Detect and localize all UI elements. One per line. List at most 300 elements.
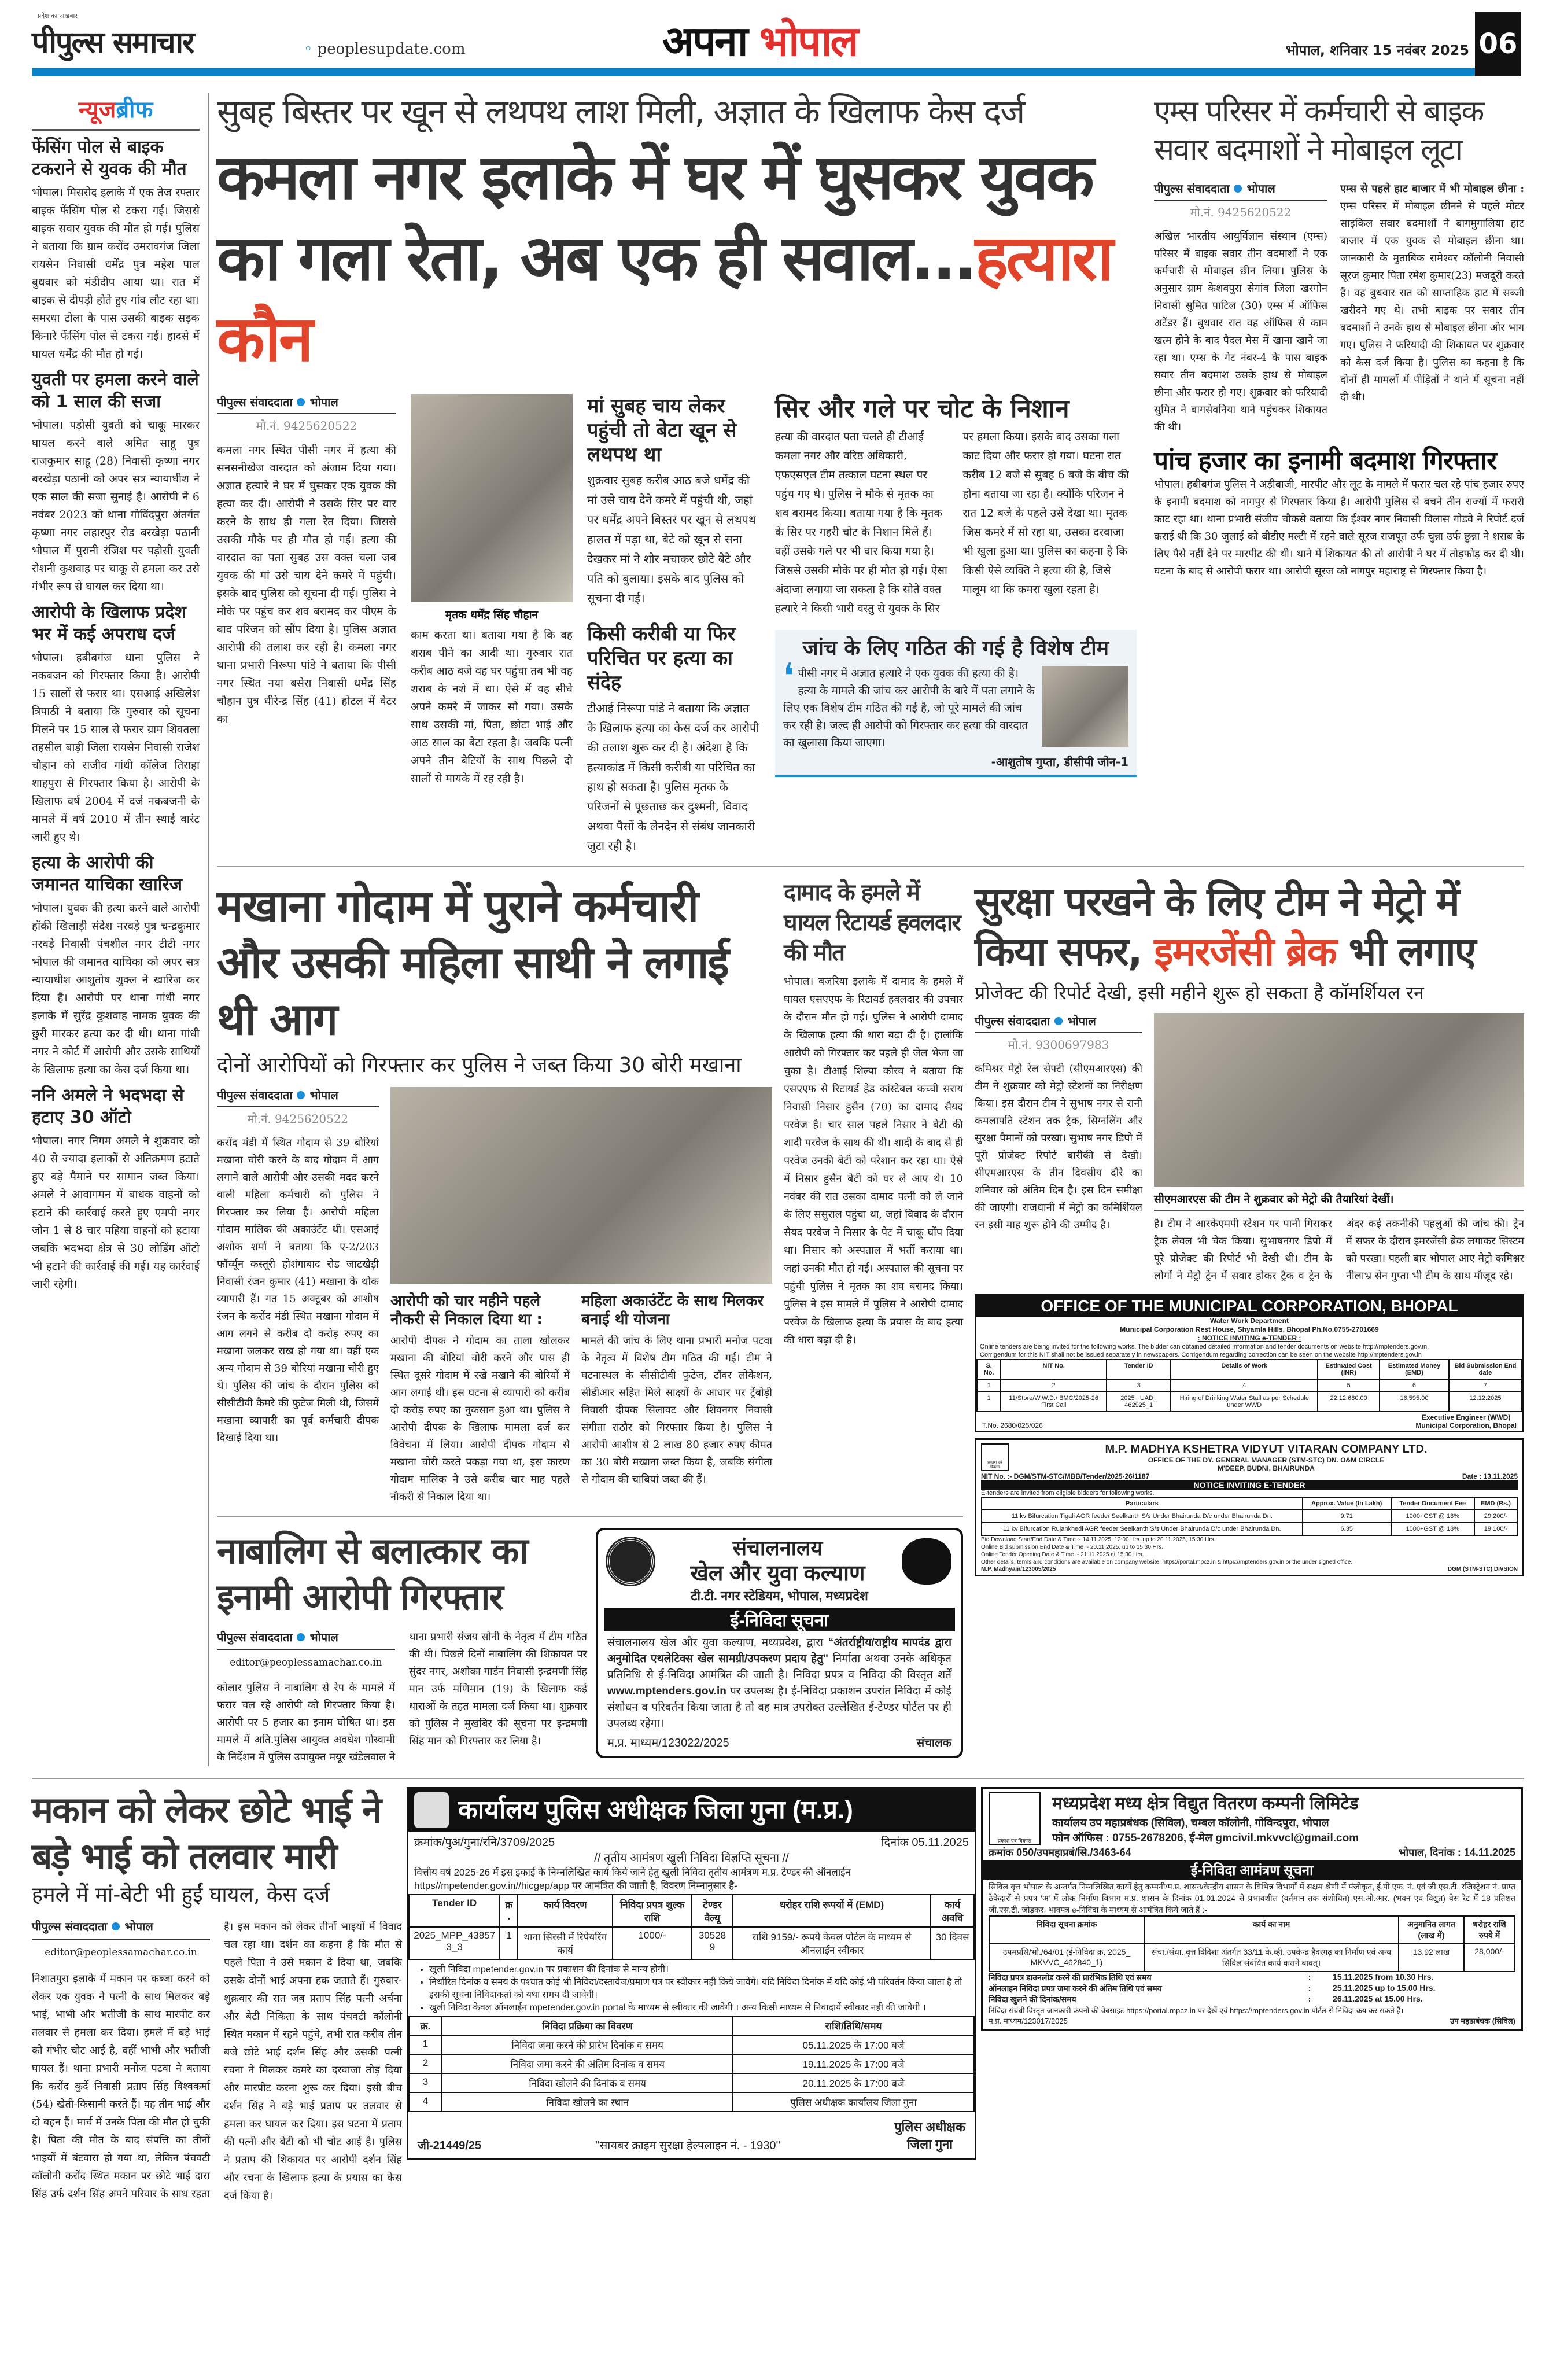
column-header: निविदा प्रक्रिया का विवरण xyxy=(442,2016,733,2035)
metro-text-2: है। टीम ने आरकेएमपी स्टेशन पर पानी गिराकर ट्रैक लेवल भी चेक किया। सुभाषनगर डिपो में पूरे प्रोजेक्ट की रिपोर्ट भी देखी थी। टीम के लोगों ने मेट्रो ट्रेन में सवार होकर ट्रैक व ट्रेन के अंदर कई तकनीकी पहलुओं की जांच की। ट्रेन में सफर के दौरान इमरजेंसी ब्रेक लगाकर सिस्टम को परखा। पहली बार भोपाल आए मेट्रो कमिश्नर नीलाभ्र सेन गुप्ता भी टीम के साथ मौजूद रहे। xyxy=(1154,1217,1524,1282)
table-cell: 19.11.2025 के 17:00 बजे xyxy=(733,2054,974,2073)
dcp-photo xyxy=(1042,666,1128,747)
mpmkvv-tender-table xyxy=(981,1497,1518,1536)
metro-inspection-photo xyxy=(1154,1013,1524,1187)
quote-attribution: -आशुतोष गुप्ता, डीसीपी जोन-1 xyxy=(991,754,1128,769)
table-header-row xyxy=(409,2016,974,2035)
table-cell: थाना सिरसी में रिपेयरिंग कार्य xyxy=(518,1927,613,1959)
ad-ref: T.No. 2680/025/026 xyxy=(982,1421,1043,1430)
table-cell: 3 xyxy=(1107,1379,1171,1392)
mobile-number: मो.नं. 9425620522 xyxy=(256,418,357,433)
ad-text-2: निर्माता अथवा उनके अधिकृत प्रतिनिधि से ई-निविदा आमंत्रित की जाती है। निविदा प्रपत्र व निविदा की विस्तृत शर्तें xyxy=(607,1652,952,1681)
ad-signatory: Executive Engineer (WWD) xyxy=(1421,1413,1511,1421)
cyber-helpline: ''सायबर क्राइम सुरक्षा हेल्पलाइन नं. - 1930'' xyxy=(595,2139,781,2152)
table-cell: 28,000/- xyxy=(1464,1944,1515,1972)
makhana-text-3: मामले की जांच के लिए थाना प्रभारी मनोज पटवा के नेतृत्व में विशेष टीम गठित की गई। टीम ने घटनास्थल के सीसीटीवी फुटेज, टॉवर लोकेशन, सीडीआर सहित मिले साक्ष्यों के आधार पर ट्रेंबोड़ी निवासी दीपक सिलावट और शिवनगर निवासी संगीता राठौर को गिरफ्तार किया है। पुलिस ने आरोपी आशीष से 2 लाख 80 हजार रुपए कीमत का 30 बोरी मखाना जब्त किया है, जबकि संगीता से गोदाम की चाबियां जब्त की हैं। xyxy=(581,1334,772,1486)
ad-signatory: संचालक xyxy=(916,1736,951,1749)
column-header: Tender ID xyxy=(1107,1360,1171,1379)
byline xyxy=(217,1087,379,1107)
subhead-text: टीआई निरूपा पांडे ने बताया कि अज्ञात के खिलाफ हत्या का केस दर्ज कर आरोपी की तलाश शुरू कर दी है। अंदेशा है कि हत्याकांड में किसी करीबी या परिचित का हाथ हो सकता है। पुलिस मृतक के परिजनों से पूछताछ कर दुश्मनी, विवाद अथवा पैसों के लेनदेन से संबंध जानकारी जुटा रही है। xyxy=(587,701,759,853)
makan-text-wrap xyxy=(32,1918,402,2205)
ad-line: Bid Download Start/End Date & Time :- 14.11.2025, 12:00 Hrs. up to 20.11.2025, 15:30 Hrs. xyxy=(981,1536,1216,1543)
aiims-sublead: एम्स से पहले हाट बाजार में भी मोबाइल छीना : xyxy=(1340,183,1524,195)
aiims-headline: एम्स परिसर में कर्मचारी से बाइक सवार बदमाशों ने मोबाइल लूटा xyxy=(1154,94,1484,167)
makan-text: निशातपुरा इलाके में मकान पर कब्जा करने को लेकर एक युवक ने पत्नी के साथ मिलकर बड़े भाई, भाभी और भतीजी के साथ मारपीट कर तलवार से हमला कर दिया। हमले में बड़े भाई को गंभीर चोट आई है, वहीं भाभी और भतीजी घायल हैं। थाना प्रभारी मनोज पटवा ने बताया कि करोंद कुर्दे निवासी प्रताप सिंह विश्वकर्मा (54) खेती-किसानी करते हैं। वह तीन भाई और दो बहन हैं। मार्च में उनके पिता की मौत हो चुकी है। पिता की मौत के बाद संपत्ति का तीनों भाइयों में बंटवारा हो गया था, लेकिन पंचवटी कॉलोनी करोंद स्थित मकान पर छोटे भाई दारा सिंह उर्फ दर्शन सिंह अपने परिवार के साथ रहता है। इस मकान को लेकर तीनों भाइयों में विवाद चल रहा था। दर्शन का कहना है कि मौत से पहले पिता ने उसे मकान दे दिया था, जबकि उसके दोनों भाई अपना हक जताते हैं। गुरुवार-शुक्रवार की रात जब प्रताप सिंह पत्नी अर्चना और बेटी निकिता के साथ पंचवटी कॉलोनी स्थित मकान में रहने पहुंचे, तभी रात करीब तीन बजे छोटे भाई दर्शन सिंह और उसकी पत्नी रचना ने मिलकर कमरे का दरवाजा तोड़ दिया और मारपीट करना शुरू कर दिया। इसी बीच दर्शन सिंह ने बड़े भाई प्रताप पर तलवार से हमला कर घायल कर दिया। इस घटना में प्रताप की पत्नी और बेटी को भी चोट आई है। पुलिस ने प्रताप की शिकायत पर आरोपी दर्शन सिंह और रचना के खिलाफ हत्या के प्रयास का केस दर्ज किया है। xyxy=(32,1920,402,2202)
ad-bullets xyxy=(408,1960,975,2016)
table-cell: 29,200/- xyxy=(1474,1510,1517,1523)
column-header: धरोहर राशि रुपये में xyxy=(1464,1916,1515,1944)
ad-ref: म.प्र. माध्यम/123022/2025 xyxy=(607,1736,729,1749)
ad-signatory-2: जिला गुना xyxy=(907,2136,953,2151)
subhead-text: हत्या की वारदात पता चलते ही टीआई कमला नगर और वरिष्ठ अधिकारी, एफएसएल टीम तत्काल घटना स्थल पर पहुंच गए थे। पुलिस ने मौके से मृतक का शव बरामद किया। बताया गया है कि मृतक के सिर पर गहरी चोट के निशान मिले हैं। वहीं उसके गले पर भी वार किया गया है। जिससे उसकी मौके पर ही मौत हो गई। ऐसा अंदाजा लगाया जा सकता है कि सोते वक्त हत्यारे ने किसी भारी वस्तु से युवक के सिर पर हमला किया। इसके बाद उसका गला काट दिया और फरार हो गया। घटना रात करीब 12 बजे से सुबह 6 बजे के बीच की होना बताया जा रहा है। क्योंकि परिजन ने रात 12 बजे के पहले उसे देखा था। मृतक जिस कमरे में सो रहा था, उसका दरवाजा भी खुला हुआ था। पुलिस का कहना है कि किसी ऐसे व्यक्ति ने हत्या की है, जिसे मालूम था कि कमरा खुला रहता है। xyxy=(775,430,1129,615)
mobile-number: मो.नं. 9425620522 xyxy=(247,1111,349,1126)
table-cell: संचा./संधा. वृत्त विदिशा अंतर्गत 33/11 के.व्ही. उपकेन्द्र हैदरगढ़ का निर्माण एवं अन्य सिविल संबंधित कार्य कराने बावत्। xyxy=(1144,1944,1399,1972)
column-header: कार्य विवरण xyxy=(518,1895,613,1927)
dot-icon xyxy=(1054,1017,1063,1025)
email-address: editor@peoplessamachar.co.in xyxy=(230,1656,382,1668)
ad-text: Online tenders are being invited for the following works. The bidder can obtained detailed information and tender documents on website http://mptenders.gov.in. xyxy=(980,1343,1429,1350)
ad-notice: : NOTICE INVITING e-TENDER : xyxy=(1197,1333,1301,1342)
mkvv-hindi-tender-ad xyxy=(981,1787,1523,2031)
lead-col-1 xyxy=(217,394,396,728)
ad-title: OFFICE OF THE MUNICIPAL CORPORATION, BHOPAL xyxy=(1041,1296,1458,1315)
ad-text-2: Corrigendum for this NIT shall not be issued separately in newspapers. Corrigendum regarding correction can be seen on the website http://mptenders.gov.in xyxy=(980,1351,1422,1358)
table-row xyxy=(982,1510,1517,1523)
column-header: टेण्डर वैल्यू xyxy=(692,1895,733,1927)
ad-signatory: DGM (STM-STC) DIVSION xyxy=(1447,1565,1518,1572)
makan-headline: मकान को लेकर छोटे भाई ने बड़े भाई को तलवार मारी xyxy=(32,1788,381,1877)
page-number: 06 xyxy=(1475,12,1521,76)
brief-text: भोपाल। हबीबगंज थाना पुलिस ने नकबजन को गिरफ्तार किया है। आरोपी 15 सालों से फरार था। एसआई अखिलेश त्रिपाठी ने बताया कि गुरुवार को सूचना मिलने पर 15 साल से फरार ग्राम शिवतला तहसील बाड़ी जिला रायसेन निवासी राजेश चौहान को राजीव गांधी कॉलेज तिराहा शाहपुरा से गिरफ्तार किया है। आरोपी के खिलाफ वर्ष 2004 में दर्ज नकबजनी के मामले में वर्ष 2010 में तीन स्थाई वारंट जारी हुए थे। xyxy=(32,651,200,843)
makhana-headline: मखाना गोदाम में पुराने कर्मचारी और उसकी महिला साथी ने लगाई थी आग xyxy=(217,879,728,1045)
dot-icon xyxy=(297,1633,305,1641)
mobile-number: मो.नं. 9300697983 xyxy=(1008,1037,1109,1052)
ad-intro: वित्तीय वर्ष 2025-26 में इस इकाई के निम्नलिखित कार्य किये जाने हेतु खुली निविदा तृतीय आमंत्रण म.प्र. टेण्डर की ऑनलाईन https//mpetender.gov.in//hicgep/app पर आमंत्रित की जाती है, विवरण निम्नानुसार है- xyxy=(414,1866,851,1891)
metro-text: कमिश्नर मेट्रो रेल सेफ्टी (सीएमआरएस) की टीम ने शुक्रवार को मेट्रो स्टेशनों का निरीक्षण किया। इस दौरान टीम ने सुभाष नगर से रानी कमलापति स्टेशन तक ट्रैक, सिग्नलिंग और सुरक्षा पैमानों को परखा। सुभाष नगर डिपो में पूरी प्रोजेक्ट रिपोर्ट बारीकी से देखी। सीएमआरएस के तीन दिवसीय दौरे का शनिवार को अंतिम दिन है। इस दिन समीक्षा की जाएगी। राजधानी में मेट्रो का कमिर्शियल रन इसी माह शुरू होने की उम्मीद है। xyxy=(975,1062,1142,1231)
column-header: Estimated Money (EMD) xyxy=(1380,1360,1449,1379)
byline-reporter: पीपुल्स संवाददाता xyxy=(217,1088,293,1102)
metro-headline-highlight: इमरजेंसी ब्रेक xyxy=(1154,929,1336,975)
brief-title: आरोपी के खिलाफ प्रदेश भर में कई अपराध दर्ज xyxy=(32,602,186,644)
subhead: किसी करीबी या फिर परिचित पर हत्या का संदेह xyxy=(587,622,736,694)
lead-body-text: कमला नगर स्थित पीसी नगर में हत्या की सनसनीखेज वारदात को अंजाम दिया गया। अज्ञात हत्यारे ने घर में घुसकर एक युवक की हत्या कर दी। आरोपी ने उसके सिर पर वार करने के साथ ही गला रेत दिया। जिससे उसकी मौके पर ही मौत हो गई। हत्या की वारदात का पता सुबह उस वक्त चला जब युवक की मां उसे चाय देने कमरे में पहुंची। इसके बाद पुलिस को सूचना दी गई। पुलिस ने मौके पर पहुंच कर शव बरामद कर पीएम के बाद परिजन को सौंप दिया है। पुलिस अज्ञात आरोपी की तलाश कर रही है। कमला नगर थाना प्रभारी निरूपा पांडे ने बताया कि पीसी नगर स्थित नया बसेरा निवासी धर्मेंद्र सिंह चौहान पुत्र धीरेन्द्र सिंह (41) होटल में वेटर का xyxy=(217,443,396,725)
mpmkvv-tender-ad xyxy=(975,1438,1524,1576)
bmc-tender-ad xyxy=(975,1294,1524,1432)
ad-ref-2: म.प्र. माध्यम/123017/2025 xyxy=(989,2016,1068,2025)
metro-headline-text-2: भी लगाए xyxy=(1348,929,1476,975)
brief-title: फेंसिंग पोल से बाइक टकराने से युवक की मौत xyxy=(32,137,187,179)
brief-text: भोपाल। पड़ोसी युवती को चाकू मारकर घायल करने वाले अमित साहू पुत्र राजकुमार साहू (28) निवासी कृष्णा नगर बरखेड़ा पठानी को अपर सत्र न्यायाधीश ने एक साल की सजा सुनाई है। आरोपी ने 6 नवंबर 2023 को थाना गोविंदपुरा अंतर्गत कृष्णा नगर लहारपुर रोड बरखेड़ा पठानी भोपाल में पुरानी रंजिश पर पड़ोसी युवती रोशनी कुशवाह पर चाकू से हमला कर उसे गंभीर रूप से घायल कर दिया था। xyxy=(32,419,200,593)
newspaper-logo: पीपुल्स समाचार xyxy=(32,25,194,60)
lead-col-4 xyxy=(775,394,1137,777)
content-area xyxy=(217,93,1524,1766)
column-header: राशि/तिथि/समय xyxy=(733,2016,974,2035)
table-cell: 16,595.00 xyxy=(1380,1392,1449,1412)
lead-col-3 xyxy=(587,394,761,856)
lead-col-2 xyxy=(411,394,573,788)
column-header: अनुमानित लागत (लाख में) xyxy=(1399,1916,1464,1944)
nabalig-story xyxy=(217,1528,587,1766)
table-cell: 1 xyxy=(977,1392,1001,1412)
makhana-text-2: आरोपी दीपक ने गोदाम का ताला खोलकर मखाना की बोरियां चोरी करने और पास ही स्थित दूसरे गोदाम में रखे मखाने की बोरियों में आग लगाई थी। इस घटना से व्यापारी को करीब दो करोड़ रुपए का नुकसान हुआ था। पुलिस ने आरोपी दीपक के खिलाफ मामला दर्ज कर विवेचना में लिया। आरोपी दीपक गोदाम से मखाना चोरी करते पकड़ा गया था, इस कारण गोदाम मालिक ने उसे करीब चार माह पहले नौकरी से निकाल दिया था। xyxy=(390,1334,570,1503)
table-header-row xyxy=(409,1895,974,1927)
table-header-row xyxy=(982,1497,1517,1510)
table-header-row xyxy=(977,1360,1522,1379)
byline-city: भोपाल xyxy=(124,1919,153,1933)
section-title xyxy=(662,12,857,68)
makhana-col-1 xyxy=(217,1087,379,1447)
date-label: निविदा खुलने की दिनांक/समय xyxy=(989,1994,1076,2004)
byline-city: भोपाल xyxy=(309,1630,338,1644)
sports-dept-logo-icon xyxy=(902,1538,951,1585)
brief-label-a: न्यूज xyxy=(78,97,116,123)
ad-address: Municipal Corporation Rest House, Shyamla Hills, Bhopal Ph.No.0755-2701669 xyxy=(1120,1325,1379,1333)
arrest-photo xyxy=(390,1087,772,1284)
byline-city: भोपाल xyxy=(309,395,338,409)
column-header: Estimated Cost (INR) xyxy=(1318,1360,1380,1379)
dot-icon xyxy=(297,1091,305,1099)
dot-icon xyxy=(297,398,305,406)
brief-title: हत्या के आरोपी की जमानत याचिका खारिज xyxy=(32,853,183,895)
ad-lines xyxy=(981,1536,1518,1566)
table-header-row xyxy=(989,1916,1515,1944)
ad-header xyxy=(408,1789,975,1832)
bmc-tender-table xyxy=(976,1359,1522,1412)
bullet-item: • निर्धारित दिनांक व समय के पश्चात कोई भी निविदा/दस्तावेज/प्रमाण पत्र पर स्वीकार नही किये जावेंगे। यदि निविदा दिनांक में यदि कोई भी परिवर्तन किया जाता है तो इसकी सूचना निविदाकर्ता को यथा समय दी जावेगी। xyxy=(429,1975,969,2000)
table-cell: 05.11.2025 के 17:00 बजे xyxy=(733,2035,974,2054)
table-cell: 6.35 xyxy=(1303,1523,1391,1535)
brief-item xyxy=(32,852,200,1079)
nabalig-headline: नाबालिग से बलात्कार का इनामी आरोपी गिरफ्तार xyxy=(217,1529,528,1618)
column-header: कार्य का नाम xyxy=(1144,1916,1399,1944)
table-cell: निविदा जमा करने की अंतिम दिनांक व समय xyxy=(442,2054,733,2073)
makan-story xyxy=(32,1787,402,2205)
makhana-subhead-1: आरोपी को चार महीने पहले नौकरी से निकाल दिया था : xyxy=(390,1292,543,1328)
header-rule xyxy=(32,68,1475,76)
byline-reporter: पीपुल्स संवाददाता xyxy=(217,395,293,409)
column-header: क्र. xyxy=(500,1895,518,1927)
makhana-subhead-2: महिला अकाउंटेंट के साथ मिलकर बनाई थी योजना xyxy=(581,1292,764,1328)
makhana-text: करोंद मंडी में स्थित गोदाम से 39 बोरियां मखाना चोरी करने के बाद गोदाम में आग लगाने वाले आरोपी और उसकी मदद करने वाली महिला कर्मचारी को पुलिस ने गिरफ्तार कर लिया है। आरोपी महिला गोदाम मालिक की अकाउंटेंट थी। एसआई अशोक शर्मा ने बताया कि ए-2/203 फॉर्च्यून कस्तूरी होशंगाबाद रोड जाटखेड़ी निवासी रंजन कुमार (41) मखाना के थोक व्यापारी हैं। गत 15 अक्टूबर को आशीष रंजन के करोंद मंडी स्थित मखाना गोदाम में आग लगने से करीब दो करोड़ रुपए का मखाना जलकर राख हो गया था। वहीं एक अन्य गोदाम से 39 बोरियां मखाना चोरी हुए थे। पुलिस की जांच के दौरान पुलिस को सीसीटीवी कैमरे की फुटेज मिली थी, जिसमें मखाना व्यापारी का पूर्व कर्मचारी दीपक दिखाई दिया था। xyxy=(217,1136,379,1444)
dot-icon xyxy=(1234,185,1242,193)
table-cell: 30 दिवस xyxy=(931,1927,974,1959)
table-cell: 11 kv Bifurcation Tigali AGR feeder Seelkanth S/s Under Bhairunda D/c under Bhairunda Dn. xyxy=(982,1510,1303,1523)
brief-title: युवती पर हमला करने वाले को 1 साल की सजा xyxy=(32,370,199,412)
byline-city: भोपाल xyxy=(309,1088,338,1102)
column-header: S. No. xyxy=(977,1360,1001,1379)
damad-text: भोपाल। बजरिया इलाके में दामाद के हमले में घायल एसएएफ के रिटायर्ड हवलदार की उपचार के दौरान मौत हो गई। पुलिस ने आरोपी दामाद के खिलाफ हत्या की धारा बढ़ा दी है। हालांकि आरोपी को गिरफ्तार कर पहले ही जेल भेजा जा चुका है। टीआई शिल्पा कौरव ने बताया कि एसएएफ से रिटायर्ड हेड कांस्टेबल कच्ची सराय निवासी निसार हुसैन (70) का दामाद सैयद परवेज है। चार साल पहले निसार ने बेटी की शादी परवेज के साथ की थी। शादी के बाद से ही परवेज उनकी बेटी को परेशान कर रहा था। ऐसे में निसार हुसैन बेटी को घर ले आए थे। 10 नवंबर की रात उसका दामाद पत्नी को ले जाने के लिए ससुराल पहुंचा था, जहां विवाद के दौरान सैयद परवेज ने निसार के पेट में चाकू घोंप दिया था। निसार को अस्पताल में भर्ती कराया था। जहां उनकी मौत हो गई। अस्पताल की सूचना पर पहुंची पुलिस ने मृतक का शव बरामद किया। पुलिस ने इस मामले में पुलिस ने आरोपी दामाद परवेज के खिलाफ हत्या के प्रयास के बाद हत्या की धारा बढ़ा दी है। xyxy=(784,975,963,1346)
byline-reporter: पीपुल्स संवाददाता xyxy=(217,1630,293,1644)
aiims-text-2: एम्स परिसर में मोबाइल छीनने से पहले मोटर साइकिल सवार बदमाशों ने बागमुगालिया हाट बाजार में एक युवक से मोबाइल छीना था। जानकारी के मुताबिक रामेश्वर कॉलोनी निवासी सूरज कुमार पिता रमेश कुमार(23) मजदूरी करते हैं। वह बुधवार रात को साप्ताहिक हाट में सब्जी खरीदने गए थे। तभी बाइक पर सवार तीन बदमाशों ने उनके हाथ से मोबाइल छीना ओर भाग गए। पुलिस ने फरियादी की शिकायत पर शुक्रवार को केस दर्ज किया है। पुलिस का कहना है कि दोनों ही मामलों में पीड़ितों ने थाने में सूचना नहीं दी थी। xyxy=(1340,200,1524,403)
victim-photo xyxy=(411,394,573,602)
website-link[interactable] xyxy=(304,40,465,58)
ad-phone: फोन ऑफिस : 0755-2678206, ई-मेल gmcivil.mkvvcl@gmail.com xyxy=(1052,1832,1359,1844)
byline-reporter: पीपुल्स संवाददाता xyxy=(975,1014,1050,1028)
table-row xyxy=(409,2092,974,2112)
news-brief-label xyxy=(32,93,200,131)
table-row xyxy=(977,1392,1522,1412)
table-cell: 2025_MPP_438573_3 xyxy=(409,1927,500,1959)
nabalig-text: कोलार पुलिस ने नाबालिग से रेप के मामले में फरार चल रहे आरोपी को गिरफ्तार किया है। आरोपी पर 5 हजार का इनाम घोषित था। इस मामले में अति.पुलिस आयुक्त अवधेश गोस्वामी के निर्देशन में पुलिस उपायुक्त मयूर खंडेलवाल ने थाना प्रभारी संजय सोनी के नेतृत्व में टीम गठित की थी। पिछले दिनों नाबालिग की शिकायत पर सुंदर नगर, अशोका गार्डन निवासी इन्द्रमणी सिंह मान उर्फ मणिमान (19) के खिलाफ कई धाराओं के तहत मामला दर्ज किया था। शुक्रवार को पुलिस ने मुखबिर की सूचना पर इन्द्रमणी सिंह मान को गिरफ्तार कर लिया है। xyxy=(217,1630,587,1763)
metro-story xyxy=(975,878,1524,1285)
damad-headline: दामाद के हमले में घायल रिटायर्ड हवलदार की मौत xyxy=(784,879,960,966)
ad-title-2: खेल और युवा कल्याण xyxy=(690,1561,865,1586)
table-cell: 22,12,680.00 xyxy=(1318,1392,1380,1412)
subhead: मां सुबह चाय लेकर पहुंची तो बेटा खून से लथपथ था xyxy=(587,394,737,466)
ad-office: OFFICE OF THE DY. GENERAL MANAGER (STM-STC) DN. O&M CIRCLE xyxy=(1148,1456,1385,1464)
table-cell: 1000+GST @ 18% xyxy=(1391,1523,1474,1535)
brief-text: भोपाल। मिसरोद इलाके में एक तेज रफ्तार बाइक फेंसिंग पोल से टकरा गई। जिससे बाइक सवार युवक की मौत हो गई। पुलिस ने बताया कि ग्राम करोंद उमरावगंज जिला रायसेन निवासी धर्मेंद्र पुत्र महेश पाल बुधवार को मंडीदीप आया था। रात में बाइक से दीपड़ी होते हुए गांव लौट रहा था। समरधा टोला के पास उसकी बाइक सड़क किनारे फेंसिंग पोल से टकरा गई। हादसे में घायल धर्मेंद्र की मौत हो गई। xyxy=(32,186,200,360)
table-cell: 4 xyxy=(1171,1379,1318,1392)
ad-banner: NOTICE INVITING E-TENDER xyxy=(981,1480,1518,1490)
ad-ref: क्रमांक 050/उपमहाप्रबं/सि./3463-64 xyxy=(989,1846,1131,1858)
ad-date: भोपाल, दिनांक : 14.11.2025 xyxy=(1398,1846,1515,1858)
makhana-subhead: दोनों आरोपियों को गिरफ्तार कर पुलिस ने जब्त किया 30 बोरी मखाना xyxy=(217,1053,742,1077)
ad-place: M'DEEP, BUDNI, BHAIRUNDA xyxy=(1218,1464,1315,1472)
table-row xyxy=(409,2035,974,2054)
brief-item xyxy=(32,1085,200,1294)
byline-reporter: पीपुल्स संवाददाता xyxy=(32,1919,108,1933)
company-logo-icon xyxy=(981,1443,1009,1471)
table-cell: निविदा जमा करने की प्रारंभ दिनांक व समय xyxy=(442,2035,733,2054)
table-cell: 20.11.2025 के 17:00 बजे xyxy=(733,2073,974,2092)
ad-banner: ई-निविदा आमंत्रण सूचना xyxy=(983,1860,1521,1880)
date-value: 26.11.2025 at 15.00 Hrs. xyxy=(1333,1994,1423,2003)
table-cell: 6 xyxy=(1380,1379,1449,1392)
column-header: Approx. Value (In Lakh) xyxy=(1303,1497,1391,1510)
brief-text: भोपाल। युवक की हत्या करने वाले आरोपी हॉकी खिलाड़ी संदेश नरवड़े पुत्र चन्द्रकुमार नरवड़े निवासी पंचशील नगर टीटी नगर भोपाल की जमानत याचिका को अपर सत्र न्यायाधीश आशुतोष शुक्ल ने खारिज कर दिया है। आरोपी पर थाना गांधी नगर इलाके में सुरेंद्र कुशवाह नामक युवक की छुरी मारकर हत्या कर दी थी। थाना गांधी नगर ने कोर्ट में आरोपी और उसके साथियों के खिलाफ हत्या का केस दर्ज किया था। xyxy=(32,902,200,1076)
table-cell: 19,100/- xyxy=(1474,1523,1517,1535)
section-rule xyxy=(217,1516,963,1517)
lead-story xyxy=(217,93,1137,856)
byline-reporter: पीपुल्स संवाददाता xyxy=(1154,182,1230,196)
table-cell: 2 xyxy=(409,2054,442,2073)
table-cell: 11/Store/W.W.D./ BMC/2025-26 First Call xyxy=(1001,1392,1107,1412)
byline-city: भोपाल xyxy=(1067,1014,1096,1028)
subhead: सिर और गले पर चोट के निशान xyxy=(775,393,1069,423)
ad-line: Online Tender Opening Date & Time :- 21.11.2025 at 15:30 Hrs. xyxy=(981,1551,1144,1558)
table-row xyxy=(977,1379,1522,1392)
column-header: क्र. xyxy=(409,2016,442,2035)
ad-line: Online Bid submission End Date & Time :- 20.11.2025, up to 15:30 Hrs. xyxy=(981,1543,1163,1550)
date-value: 25.11.2025 up to 15.00 Hrs. xyxy=(1333,1983,1436,1992)
top-row xyxy=(217,93,1524,856)
table-cell: 2025_ UAD_ 462925_1 xyxy=(1107,1392,1171,1412)
table-cell: 2 xyxy=(1001,1379,1107,1392)
quote-mark-icon: ❛ xyxy=(783,655,795,697)
column-header: निविदा प्रपत्र शुल्क राशि xyxy=(613,1895,692,1927)
column-divider xyxy=(208,93,209,1766)
byline xyxy=(32,1918,210,1940)
column-header: Bid Submission End date xyxy=(1449,1360,1522,1379)
news-brief-column xyxy=(32,93,200,1294)
ad-office: कार्यालय उप महाप्रबंधक (सिविल), चम्बल कॉलोनी, गोविन्दपुरा, भोपाल xyxy=(1052,1817,1329,1829)
damad-story xyxy=(784,878,963,1349)
brief-item xyxy=(32,137,200,363)
column-header: Tender Document Fee xyxy=(1391,1497,1474,1510)
makan-subhead: हमले में मां-बेटी भी हुईं घायल, केस दर्ज xyxy=(32,1882,330,1907)
ad-code: जी-21449/25 xyxy=(418,2139,482,2152)
ad-address: टी.टी. नगर स्टेडियम, भोपाल, मध्यप्रदेश xyxy=(691,1588,868,1603)
bottom-row xyxy=(32,1778,1524,2205)
table-cell: उपमप्रसि/भो./64/01 (ई-निविदा क्र. 2025_ MKVVC_462840_1) xyxy=(989,1944,1144,1972)
brief-title: ननि अमले ने भदभदा से हटाए 30 ऑटो xyxy=(32,1085,184,1128)
ad-notice: // तृतीय आमंत्रण खुली निविदा विज्ञप्ति सूचना // xyxy=(594,1851,789,1865)
table-cell: 1 xyxy=(500,1927,518,1959)
brief-text: भोपाल। नगर निगम अमले ने शुक्रवार को 40 से ज्यादा इलाकों से अतिक्रमण हटाते हुए बड़े पैमाने पर सामान जब्त किया। अमले ने आवागमन में बाधक वाहनों को हटाने की कार्रवाई करते हुए एमपी नगर जोन 1 से 8 चार पहिया वाहनों को हटाया जबकि भदभदा क्षेत्र से 30 लोडिंग ऑटो भी हटाने की कार्रवाई की गई। यह कार्रवाई जारी रहेगी। xyxy=(32,1134,200,1291)
ad-text-bold: “अंतर्राष्ट्रीय/राष्ट्रीय मापदंड द्वारा अनुमोदित एथलेटिक्स खेल सामग्री/उपकरण प्रदाय हेतु" xyxy=(607,1636,951,1665)
section-title-a: अपना xyxy=(662,17,747,65)
table-cell: 7 xyxy=(1449,1379,1522,1392)
ad-title: संचालनालय xyxy=(732,1535,823,1560)
table-cell: 3 xyxy=(409,2073,442,2092)
byline xyxy=(217,394,396,414)
photo-caption: मृतक धर्मेंद्र सिंह चौहान xyxy=(445,608,539,621)
table-cell: राशि 9159/- रूपये केवल पोर्टल के माध्यम से ऑनलाईन स्वीकार xyxy=(733,1927,931,1959)
section-rule xyxy=(217,866,1524,867)
brief-item xyxy=(32,602,200,846)
separator: : xyxy=(1308,1972,1311,1981)
company-logo-icon xyxy=(989,1792,1041,1845)
date-label: निविदा प्रपत्र डाउनलोड करने की प्रारंभिक तिथि एवं समय xyxy=(989,1972,1152,1982)
table-cell: 1 xyxy=(977,1379,1001,1392)
column-header: धरोहर राशि रूपयों में (EMD) xyxy=(733,1895,931,1927)
ad-intro: सिविल वृत्त भोपाल के अन्तर्गत निम्नलिखित कार्यों हेतु कम्पनी/म.प्र. शासन/केन्द्रीय शासन के विभिन्न विभागों में सक्षम श्रेणी में पंजीकृत, ई.पी.एफ. नं. एवं जी.एस.टी. रजिस्ट्रेशन नं. प्राप्त ठेकेदारों से प्रपत्र 'अ' में लोक निर्माण विभाग म.प्र. शासन के दिनांक 01.01.2024 से प्रभावशील (वर्तमान तक संशोधित) एस.ओ.आर. (भवन एवं विद्युत) बेस रेट में 18 प्रतिशत जी.एस.टी. जोड़कर, भावपत्र e-निविदा के माध्यम से आमंत्रित किये जाते हैं :- xyxy=(989,1881,1515,1914)
ad-title: मध्यप्रदेश मध्य क्षेत्र विद्युत वितरण कम्पनी लिमिटेड xyxy=(1052,1793,1359,1813)
column-header: Tender ID xyxy=(409,1895,500,1927)
bullet-item: • खुली निविदा केवल ऑनलाईन mpetender.gov.in portal के माध्यम से स्वीकार की जावेगी । अन्य किसी माध्यम से निवादायें स्वीकार नही की जावेगी । xyxy=(429,2000,969,2013)
lead-headline xyxy=(217,137,1137,380)
byline xyxy=(975,1013,1142,1033)
ad-text: संचालनालय खेल और युवा कल्याण, मध्यप्रदेश, द्वारा xyxy=(607,1636,828,1649)
main-area xyxy=(32,93,1524,1766)
second-row-right xyxy=(975,878,1524,1576)
logo-text: प्रकाश एवं विकास xyxy=(987,1460,1002,1469)
ad-banner: ई-निविदा सूचना xyxy=(604,1608,955,1631)
table-row xyxy=(982,1523,1517,1535)
table-row xyxy=(409,2073,974,2092)
metro-subhead: प्रोजेक्ट की रिपोर्ट देखी, इसी महीने शुरू हो सकता है कॉमर्शियल रन xyxy=(975,981,1424,1004)
ad-ref: क्रमांक/पुअ/गुना/रनि/3709/2025 xyxy=(414,1836,555,1849)
lead-headline-text: कमला नगर इलाके में घर में घुसकर युवक का गला रेता, अब एक ही सवाल... xyxy=(217,141,1092,294)
police-tender-table xyxy=(408,1894,975,1960)
date-label: ऑनलाइन निविदा प्रपत्र जमा करने की अंतिम तिथि एवं समय xyxy=(989,1983,1162,1993)
ad-nit: NIT No. :- DGM/STM-STC/MBB/Tender/2025-26/1187 xyxy=(981,1472,1150,1480)
separator: : xyxy=(1308,1994,1311,2003)
table-cell: 1000+GST @ 18% xyxy=(1391,1510,1474,1523)
ad-title: M.P. MADHYA KSHETRA VIDYUT VITARAN COMPANY LTD. xyxy=(1105,1442,1428,1456)
table-cell: 1 xyxy=(409,2035,442,2054)
table-cell: निविदा खोलने की दिनांक व समय xyxy=(442,2073,733,2092)
column-header: Particulars xyxy=(982,1497,1303,1510)
second-row-left xyxy=(217,878,963,1766)
police-tender-ad xyxy=(407,1787,976,2160)
sports-tender-ad xyxy=(596,1528,963,1758)
mkvv-tender-table xyxy=(989,1915,1515,1972)
lead-headline-highlight: हत्यारा कौन xyxy=(217,222,1112,375)
makhana-story xyxy=(217,878,772,1506)
date-row xyxy=(989,1994,1515,2005)
dateline: भोपाल, शनिवार 15 नवंबर 2025 xyxy=(1285,42,1469,58)
ad-website-link[interactable]: www.mptenders.gov.in xyxy=(607,1685,726,1697)
ad-dept: Water Work Department xyxy=(1209,1316,1289,1325)
police-schedule-table xyxy=(408,2016,975,2112)
quote-title: जांच के लिए गठित की गई है विशेष टीम xyxy=(802,636,1109,660)
quote-box xyxy=(775,630,1137,777)
lead-body-text-2: काम करता था। बताया गया है कि वह शराब पीने का आदी था। गुरुवार रात करीब आठ बजे वह घर पहुंचा तब भी वह शराब के नशे में था। ऐसे में वह सीधे अपने कमरे में जाकर सो गया। उसके साथ उसकी मां, पिता, छोटा भाई और आठ साल का बेटा रहता है। जबकि पत्नी अपने तीन बेटियों के साथ पिछले दो सालों से मायके में रह रही है। xyxy=(411,628,573,785)
police-emblem-icon xyxy=(414,1792,449,1828)
table-cell: 1000/- xyxy=(613,1927,692,1959)
table-cell: निविदा खोलने का स्थान xyxy=(442,2092,733,2112)
aiims-col-2 xyxy=(1340,180,1524,406)
ad-signatory: पुलिस अधीक्षक xyxy=(894,2119,965,2134)
ad-ref: M.P. Madhyam/123005/2025 xyxy=(981,1565,1056,1572)
table-row xyxy=(409,1927,974,1959)
ad-footer: निविदा संबंधी विस्तृत जानकारी कंपनी की वेबसाइट https://portal.mpcz.in पर देखें एवं https://mptenders.gov.in पोर्टल से निविदा क्रय कर सकते हैं। xyxy=(989,2006,1404,2015)
masthead xyxy=(32,12,1521,76)
table-cell: 4 xyxy=(409,2092,442,2112)
byline-city: भोपाल xyxy=(1246,182,1275,196)
second-row xyxy=(217,878,1524,1766)
dot-icon xyxy=(112,1922,120,1930)
aiims-text: अखिल भारतीय आयुर्विज्ञान संस्थान (एम्स) परिसर में बाइक सवार तीन बदमाशों ने एक कर्मचारी से मोबाइल छीन लिया। पुलिस के अनुसार ग्राम केशवपुरा सेगांव जिला खरगोन निवासी सुमित पाटिल (30) एम्स में ऑफिस अटेंडर हैं। बुधवार रात वह ऑफिस से काम खत्म होने के बाद पैदल मेस में खाना खाने जा रहा था। एम्स के गेट नंबर-4 के पास बाइक सवार तीन बदमाश उसके हाथ से मोबाइल छीना और फरार हो गए। शुक्रवार को फरियादी सुमित ने बागसेवनिया थाने पहुंचकर शिकायत की थी। xyxy=(1154,230,1327,433)
table-cell: 5 xyxy=(1318,1379,1380,1392)
globe-icon: ◦ xyxy=(304,40,313,58)
table-cell: 12.12.2025 xyxy=(1449,1392,1522,1412)
makhana-right xyxy=(390,1087,772,1506)
mp-govt-emblem-icon xyxy=(607,1538,654,1585)
lead-kicker: सुबह बिस्तर पर खून से लथपथ लाश मिली, अज्ञात के खिलाफ केस दर्ज xyxy=(217,92,1024,131)
aiims-col-1 xyxy=(1154,180,1327,436)
section-title-b: भोपाल xyxy=(759,17,857,65)
column-header: EMD (Rs.) xyxy=(1474,1497,1517,1510)
subhead-text: शुक्रवार सुबह करीब आठ बजे धर्मेंद्र की मां उसे चाय देने कमरे में पहुंची थी, जहां पर धर्मेंद्र अपने बिस्तर पर खून से लथपथ हालत में पड़ा था, बेटे को खून से सना देखकर मां ने शोर मचाकर छोटे बेटे और पति को बुलाया। इसके बाद पुलिस को सूचना दी गई। xyxy=(587,473,756,605)
table-cell: 11 kv Bifurcation Rujankhedi AGR feeder Seelkanth S/s Under Bhairunda D/c under Bhairunda Dn. xyxy=(982,1523,1303,1535)
ad-dates xyxy=(989,1972,1515,2005)
column-header: Details of Work xyxy=(1171,1360,1318,1379)
ad-header xyxy=(976,1296,1522,1317)
table-row xyxy=(409,2054,974,2073)
metro-headline-text: सुरक्षा परखने के लिए टीम ने मेट्रो में किया सफर, xyxy=(975,879,1459,975)
bullet-item: • खुली निविदा mpetender.gov.in पर प्रकाशन की दिनांक से मान्य होगी। xyxy=(429,1962,969,1975)
brief-item xyxy=(32,369,200,596)
column-header: कार्य अवधि xyxy=(931,1895,974,1927)
byline xyxy=(217,1629,395,1650)
ad-date: Date : 13.11.2025 xyxy=(1462,1472,1518,1480)
logo-tagline: प्रदेश का अख़बार xyxy=(38,12,78,20)
ad-signatory-2: Municipal Corporation, Bhopal xyxy=(1415,1421,1517,1430)
logo-text: प्रकाश एवं विकास xyxy=(997,1837,1032,1844)
ad-title: कार्यालय पुलिस अधीक्षक जिला गुना (म.प्र.) xyxy=(458,1795,853,1824)
column-header: NIT No. xyxy=(1001,1360,1107,1379)
ad-text-3: पर उपलब्ध है। ई-निविदा प्रकाशन उपरांत निविदा में कोई संशोधन व परिवर्तन किया जाता है तो वह मात्र उपरोक्त उल्लेखित ई-टेण्डर पोर्टल पर ही उपलब्ध रहेगा। xyxy=(607,1685,951,1730)
separator: : xyxy=(1308,1983,1311,1992)
table-cell: 9.71 xyxy=(1303,1510,1391,1523)
aiims-story xyxy=(1154,93,1524,580)
byline xyxy=(1154,180,1327,201)
mobile-number: मो.नं. 9425620522 xyxy=(1190,205,1292,219)
ad-intro: E-tenders are invited from eligible bidders for following works. xyxy=(981,1489,1155,1497)
metro-photo-caption: सीएमआरएस की टीम ने शुक्रवार को मेट्रो की तैयारियां देखीं। xyxy=(1154,1191,1524,1211)
table-cell: 305289 xyxy=(692,1927,733,1959)
reward-text: भोपाल। हबीबगंज पुलिस ने अड़ीबाजी, मारपीट और लूट के मामले में फरार चल रहे पांच हजार रुपए के इनामी बदमाश को नागपुर से गिरफ्तार किया है। आरोपी पुलिस से बचने तीन राज्यों में फरारी काट रहा था। थाना प्रभारी संजीव चौकसे बताया कि ईश्वर नगर निवासी विलास गोडवे ने रिपोर्ट दर्ज कराई थी कि 30 जुलाई को बीडीए मल्टी में रहने वाले सूरज राजपूत उर्फ चुन्ना उर्फ छुन्ना ने शराब के लिए पैसे नहीं देने पर मारपीट की थी। थाने में शिकायत की तो आरोपी ने घर में तोड़फोड़ कर दी थी। घटना के बाद से आरोपी फरार था। आरोपी सूरज को नागपुर महाराष्ट्र से गिरफ्तार किया है। xyxy=(1154,478,1524,577)
ad-signatory: उप महाप्रबंधक (सिविल) xyxy=(1450,2016,1515,2025)
ad-date: दिनांक 05.11.2025 xyxy=(881,1836,969,1849)
email-address: editor@peoplessamachar.co.in xyxy=(45,1946,197,1958)
date-row xyxy=(989,1972,1515,1983)
quote-text: पीसी नगर में अज्ञात हत्यारे ने एक युवक की हत्या की है। हत्या के मामले की जांच कर आरोपी के बारे में पता लगाने के लिए एक विशेष टीम गठित की गई है, जो पूरे मामले की जांच कर रही है। जल्द ही आरोपी को गिरफ्तार कर हत्या की वारदात का खुलासा किया जाएगा। xyxy=(783,666,1035,749)
table-cell: Hiring of Drinking Water Stall as per Schedule under WWD xyxy=(1171,1392,1318,1412)
